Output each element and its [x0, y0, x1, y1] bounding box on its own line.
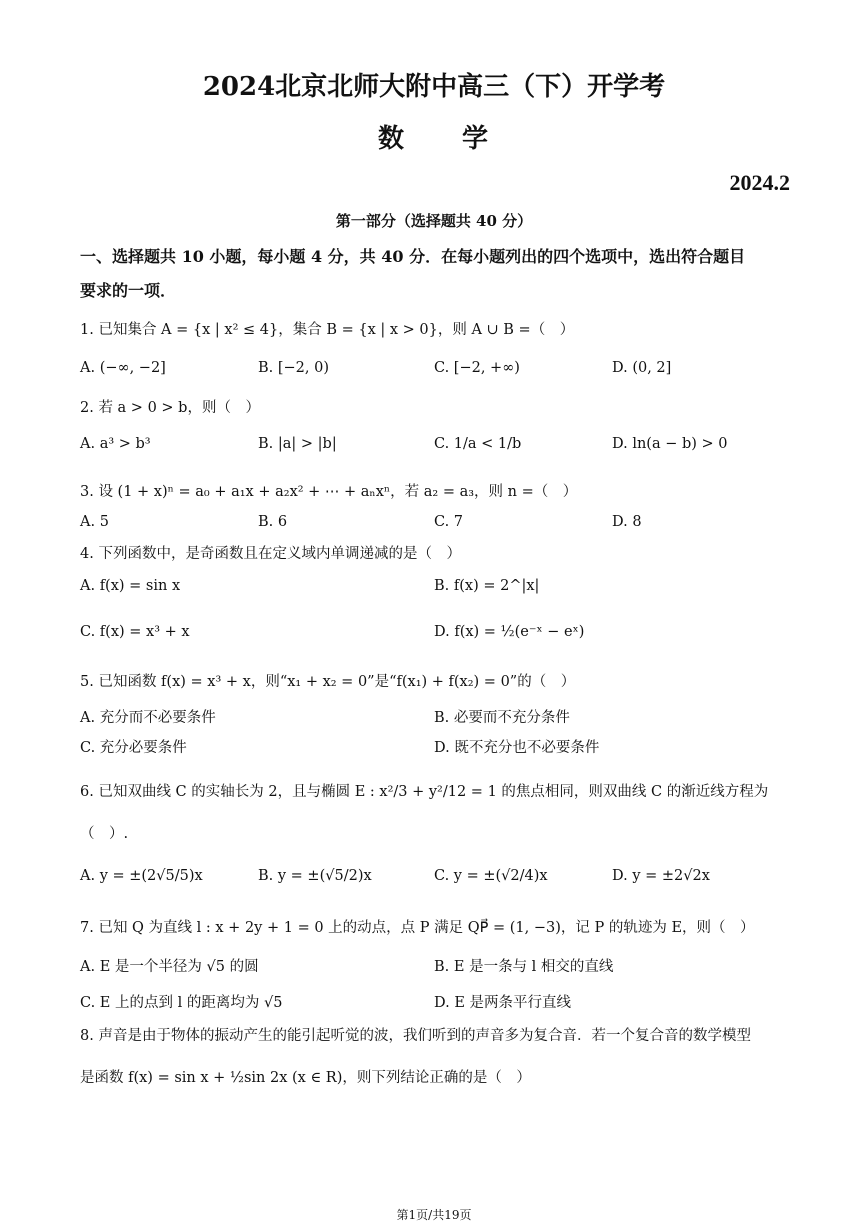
question-6-option-b: B. y = ±(√5/2)x [258, 868, 372, 884]
question-7-stem: 7. 已知 Q 为直线 l : x + 2y + 1 = 0 上的动点，点 P 满足 QP⃗ = (1, −3)，记 P 的轨迹为 E，则（ ） [80, 920, 755, 936]
question-1-option-c: C. [−2, +∞) [434, 360, 520, 376]
question-5-option-d: D. 既不充分也不必要条件 [434, 740, 600, 756]
question-2-option-d: D. ln(a − b) > 0 [612, 436, 728, 452]
question-3-option-d: D. 8 [612, 514, 642, 530]
question-3-stem: 3. 设 (1 + x)ⁿ = a₀ + a₁x + a₂x² + ⋯ + aₙxⁿ，若 a₂ = a₃，则 n =（ ） [80, 484, 578, 500]
question-5-stem: 5. 已知函数 f(x) = x³ + x，则“x₁ + x₂ = 0”是“f(x₁) + f(x₂) = 0”的（ ） [80, 674, 576, 690]
question-6-stem-cont: （ ）. [80, 826, 129, 842]
exam-date: 2024.2 [729, 170, 790, 195]
question-7-option-c: C. E 上的点到 l 的距离均为 √5 [80, 995, 283, 1011]
page-footer: 第1页/共19页 [396, 1208, 472, 1222]
question-5-option-a: A. 充分而不必要条件 [80, 710, 216, 726]
question-2-stem: 2. 若 a > 0 > b，则（ ） [80, 400, 260, 416]
question-2-option-b: B. |a| > |b| [258, 436, 337, 452]
question-4-option-a: A. f(x) = sin x [80, 578, 181, 594]
question-4-option-b: B. f(x) = 2^|x| [434, 578, 540, 594]
question-7-option-b: B. E 是一条与 l 相交的直线 [434, 959, 614, 975]
question-7-option-d: D. E 是两条平行直线 [434, 995, 572, 1011]
question-8-stem-cont: 是函数 f(x) = sin x + ½sin 2x (x ∈ R)，则下列结论正确的是（ ） [80, 1070, 531, 1086]
exam-title: 2024北京北师大附中高三（下）开学考 [202, 72, 666, 102]
question-7-option-a: A. E 是一个半径为 √5 的圆 [80, 959, 259, 975]
question-4-stem: 4. 下列函数中，是奇函数且在定义域内单调递减的是（ ） [80, 546, 461, 562]
question-6-stem: 6. 已知双曲线 C 的实轴长为 2，且与椭圆 E : x²/3 + y²/12 = 1 的焦点相同，则双曲线 C 的渐近线方程为 [80, 784, 769, 800]
section-instruction-line1: 一、选择题共 10 小题，每小题 4 分，共 40 分．在每小题列出的四个选项中，选出符合题目 [80, 247, 746, 266]
question-1-stem: 1. 已知集合 A = {x | x² ≤ 4}，集合 B = {x | x > 0}，则 A ∪ B =（ ） [80, 322, 575, 338]
part-heading: 第一部分（选择题共 40 分） [335, 212, 533, 230]
section-instruction-line2: 要求的一项． [80, 281, 177, 300]
question-3-option-b: B. 6 [258, 514, 288, 530]
question-1-option-b: B. [−2, 0) [258, 360, 330, 376]
question-6-option-a: A. y = ±(2√5/5)x [80, 868, 203, 884]
question-3-option-a: A. 5 [80, 514, 109, 530]
question-5-option-b: B. 必要而不充分条件 [434, 710, 570, 726]
question-8-stem: 8. 声音是由于物体的振动产生的能引起听觉的波，我们听到的声音多为复合音．若一个复合音的数学模型 [80, 1028, 751, 1044]
question-6-option-c: C. y = ±(√2/4)x [434, 868, 548, 884]
question-6-option-d: D. y = ±2√2x [612, 868, 710, 884]
question-4-option-d: D. f(x) = ½(e⁻ˣ − eˣ) [434, 624, 585, 640]
question-1-option-a: A. (−∞, −2] [80, 360, 166, 376]
question-5-option-c: C. 充分必要条件 [80, 740, 187, 756]
exam-subject: 数 学 [377, 124, 490, 154]
question-3-option-c: C. 7 [434, 514, 464, 530]
question-2-option-a: A. a³ > b³ [80, 436, 151, 452]
question-4-option-c: C. f(x) = x³ + x [80, 624, 190, 640]
question-2-option-c: C. 1/a < 1/b [434, 436, 522, 452]
question-1-option-d: D. (0, 2] [612, 360, 672, 376]
